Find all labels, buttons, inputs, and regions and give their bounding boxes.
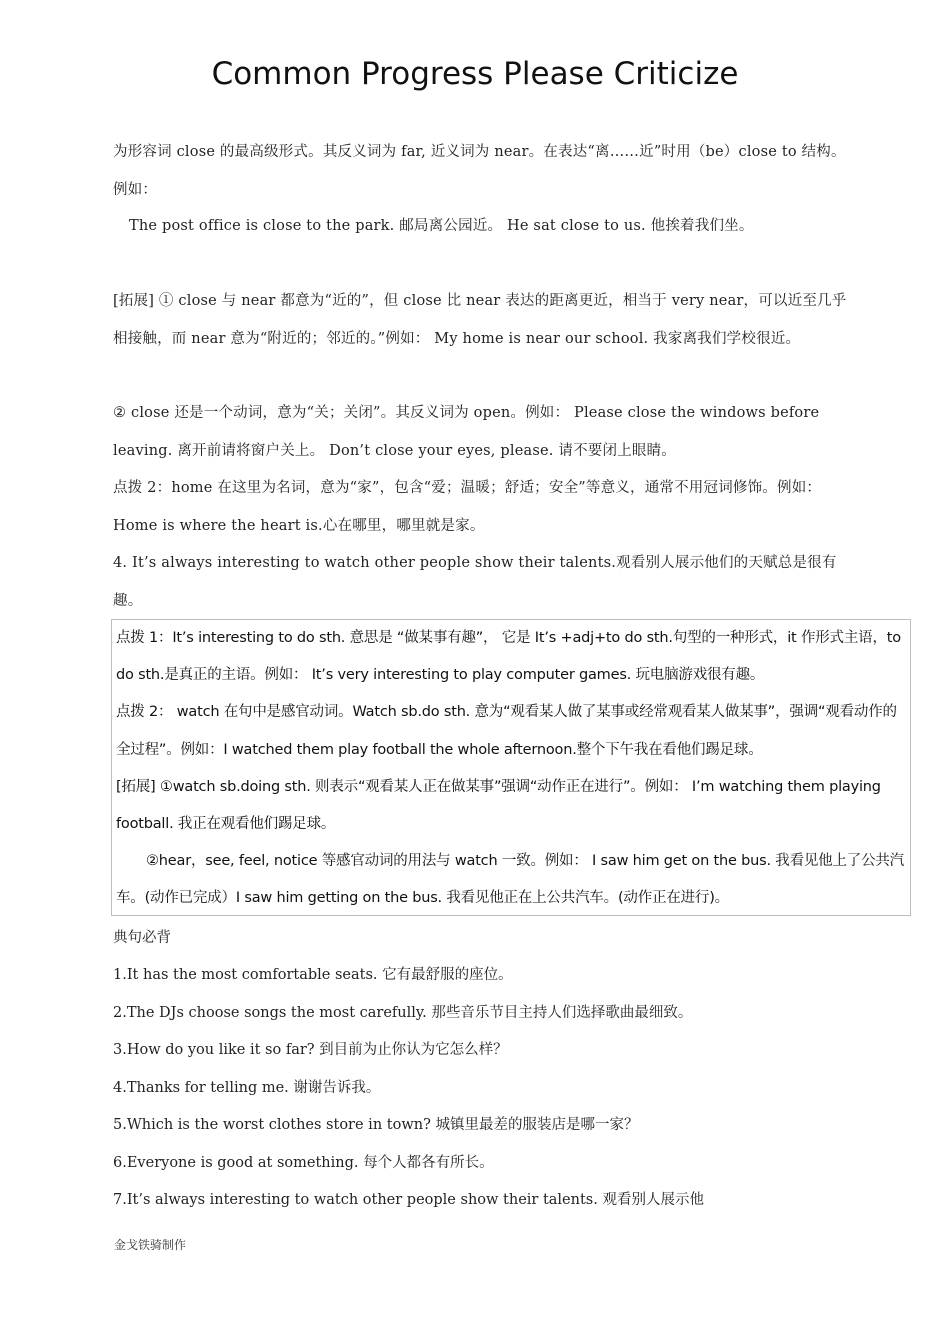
footer-credit: 金戈铁骑制作 <box>114 1238 187 1252</box>
list-item: 3.How do you like it so far? 到目前为止你认为它怎么样？ <box>113 1042 508 1058</box>
note-watch-doing: [拓展] ①watch sb.doing sth. 则表示“观看某人正在做某事”强调“动作正在进行”。例如： I’m watching them playing football. 我正在观看他们踢足球。 <box>116 778 881 833</box>
list-item: 7.It’s always interesting to watch other people show their talents. 观看别人展示他 <box>113 1192 704 1208</box>
section-label: 典句必背 <box>113 930 171 946</box>
page-title: Common Progress Please Criticize <box>211 56 739 92</box>
notes-box <box>111 619 911 916</box>
paragraph-extension-near: [拓展] ① close 与 near 都意为“近的”，但 close 比 near 表达的距离更近，相当于 very near，可以近至几乎相接触，而 near 意为“附近的；邻近的。”例如： My home is near our school. 我家离我们学校很近。 <box>113 293 847 347</box>
note-interesting: 点拨 1：It’s interesting to do sth. 意思是 “做某事有趣”， 它是 It’s +adj+to do sth.句型的一种形式，it 作形式主语，to do sth.是真正的主语。例如： It’s very interesting to play computer games. 玩电脑游戏很有趣。 <box>116 630 901 684</box>
key-sentences-list <box>113 957 848 1220</box>
paragraph-close-definition: 为形容词 close 的最高级形式。其反义词为 far, 近义词为 near。在表达“离……近”时用（be）close to 结构。例如： <box>113 144 846 198</box>
list-item: 2.The DJs choose songs the most carefully. 那些音乐节目主持人们选择歌曲最细致。 <box>113 1004 693 1021</box>
paragraph-close-verb: ② close 还是一个动词，意为“关；关闭”。其反义词为 open。例如： Please close the windows before leaving. 离开前请将窗户关上。 Don’t close your eyes, please. 请不要闭上眼睛。 <box>113 405 820 459</box>
paragraph-home-note: 点拨 2：home 在这里为名词，意为“家”，包含“爱；温暖；舒适；安全”等意义，通常不用冠词修饰。例如： Home is where the heart is.心在哪里，哪里就是家。 <box>113 480 822 534</box>
list-item: 5.Which is the worst clothes store in town? 城镇里最差的服装店是哪一家？ <box>113 1117 639 1133</box>
paragraph-close-examples: The post office is close to the park. 邮局离公园近。 He sat close to us. 他挨着我们坐。 <box>129 218 754 234</box>
paragraph-sentence-4: 4. It’s always interesting to watch other people show their talents.观看别人展示他们的天赋总是很有趣。 <box>113 555 837 609</box>
list-item: 6.Everyone is good at something. 每个人都各有所长。 <box>113 1154 494 1171</box>
list-item: 1.It has the most comfortable seats. 它有最舒服的座位。 <box>113 967 513 983</box>
note-sense-verbs: ②hear，see, feel, notice 等感官动词的用法与 watch 一致。例如： I saw him get on the bus. 我看见他上了公共汽车。(动作已完成）I saw him getting on the bus. 我看见他正在上公共汽车。(动作正在进行)。 <box>116 853 904 907</box>
note-watch: 点拨 2： watch 在句中是感官动词。Watch sb.do sth. 意为“观看某人做了某事或经常观看某人做某事”，强调“观看动作的全过程”。例如：I watched them play football the whole afternoon.整个下午我在看他们踢足球。 <box>116 704 897 758</box>
list-item: 4.Thanks for telling me. 谢谢告诉我。 <box>113 1079 381 1096</box>
